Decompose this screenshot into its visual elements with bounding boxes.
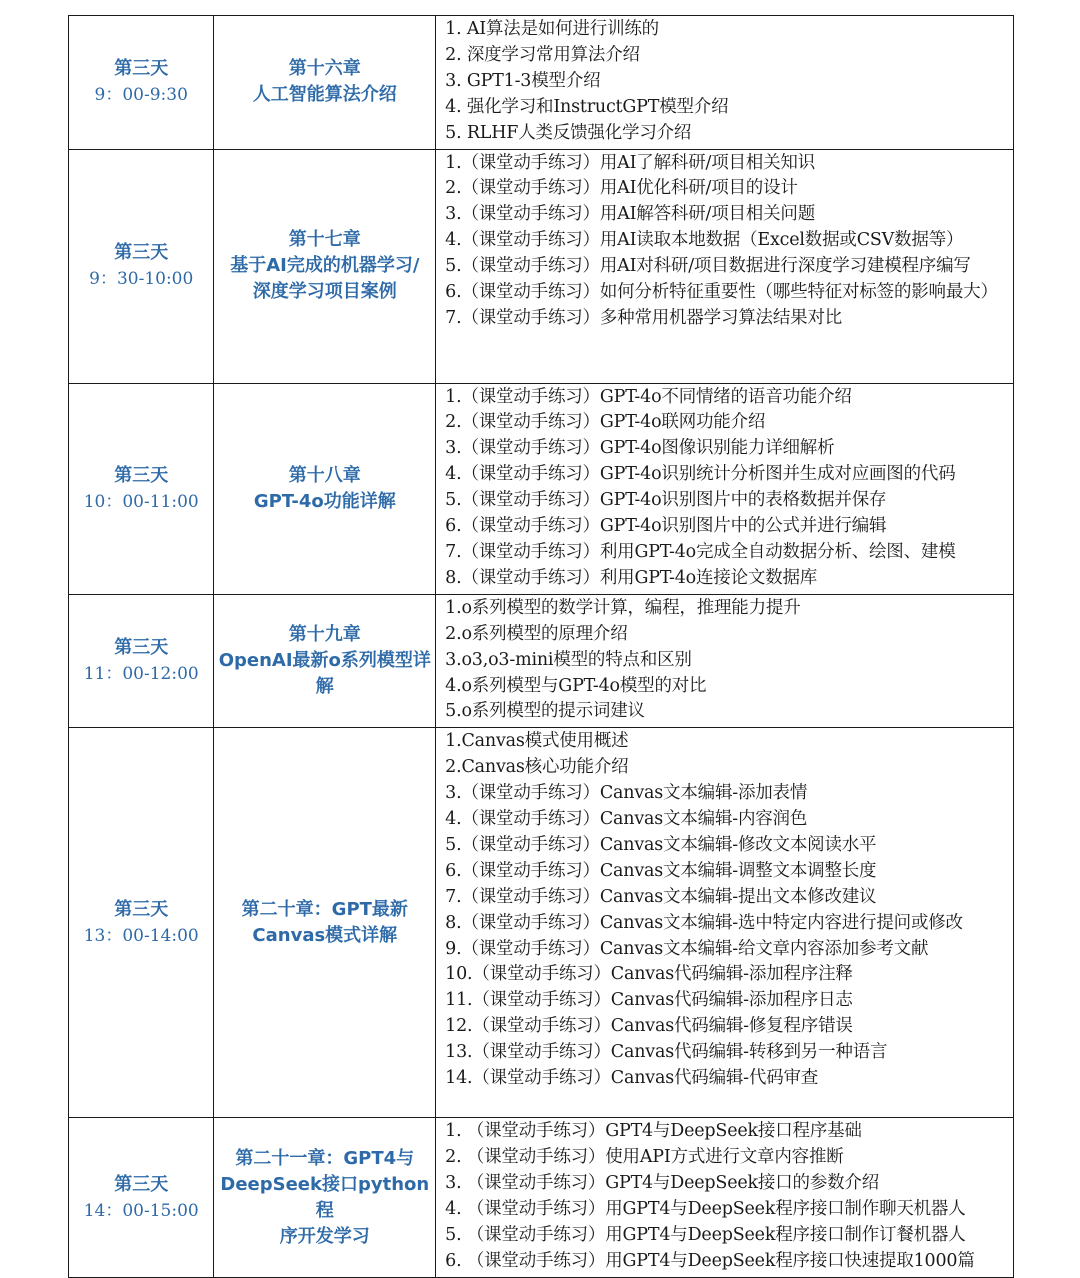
chapter-title-line: 第十七章 <box>288 229 361 251</box>
schedule-row <box>69 149 1014 383</box>
topic-item: 2. 深度学习常用算法介绍 <box>445 44 640 65</box>
topic-item: 6.（课堂动手练习）如何分析特征重要性（哪些特征对标签的影响最大） <box>445 282 998 303</box>
day-label: 第三天 <box>114 898 169 920</box>
schedule-body <box>69 16 1014 1278</box>
schedule-row <box>69 383 1014 594</box>
topic-item: 1.Canvas模式使用概述 <box>445 731 629 752</box>
topic-item: 5. RLHF人类反馈强化学习介绍 <box>445 122 692 143</box>
chapter-title-line: 基于AI完成的机器学习/ <box>230 255 420 277</box>
topics-cell <box>436 149 1014 383</box>
topic-item: 1. （课堂动手练习）GPT4与DeepSeek接口程序基础 <box>445 1121 862 1142</box>
day-label: 第三天 <box>114 637 169 659</box>
topic-item: 1.o系列模型的数学计算，编程，推理能力提升 <box>445 597 801 618</box>
schedule-row <box>69 1118 1014 1277</box>
topic-item: 5.（课堂动手练习）Canvas文本编辑-修改文本阅读水平 <box>445 834 877 855</box>
topic-item: 8.（课堂动手练习）利用GPT-4o连接论文数据库 <box>445 567 818 588</box>
topic-item: 10.（课堂动手练习）Canvas代码编辑-添加程序注释 <box>445 964 853 985</box>
topic-item: 4. （课堂动手练习）用GPT4与DeepSeek程序接口制作聊天机器人 <box>445 1199 966 1220</box>
topic-item: 7.（课堂动手练习）利用GPT-4o完成全自动数据分析、绘图、建模 <box>445 541 956 562</box>
topic-item: 4.（课堂动手练习）用AI读取本地数据（Excel数据或CSV数据等） <box>445 230 964 251</box>
topic-item: 3. GPT1-3模型介绍 <box>445 70 601 91</box>
time-range: 9：00-9:30 <box>94 85 188 106</box>
day-time-cell <box>69 149 214 383</box>
topic-item: 3. （课堂动手练习）GPT4与DeepSeek接口的参数介绍 <box>445 1173 880 1194</box>
topic-item: 4. 强化学习和InstructGPT模型介绍 <box>445 96 729 117</box>
chapter-title-line: OpenAI最新o系列模型详解 <box>218 650 431 698</box>
day-time-cell <box>69 383 214 594</box>
topic-item: 3.（课堂动手练习）Canvas文本编辑-添加表情 <box>445 783 808 804</box>
topic-item: 2.（课堂动手练习）用AI优化科研/项目的设计 <box>445 178 798 199</box>
time-range: 11：00-12:00 <box>83 664 199 685</box>
topics-cell <box>436 728 1014 1118</box>
topics-cell <box>436 383 1014 594</box>
topic-item: 2.（课堂动手练习）GPT-4o联网功能介绍 <box>445 412 766 433</box>
topic-item: 13.（课堂动手练习）Canvas代码编辑-转移到另一种语言 <box>445 1042 888 1063</box>
day-label: 第三天 <box>114 58 169 80</box>
topic-item: 7.（课堂动手练习）Canvas文本编辑-提出文本修改建议 <box>445 886 877 907</box>
schedule-row <box>69 594 1014 728</box>
topic-item: 4.（课堂动手练习）Canvas文本编辑-内容润色 <box>445 809 808 830</box>
topics-cell <box>436 16 1014 150</box>
topic-item: 5.（课堂动手练习）用AI对科研/项目数据进行深度学习建模程序编写 <box>445 256 971 277</box>
chapter-cell <box>214 16 436 150</box>
topic-item: 11.（课堂动手练习）Canvas代码编辑-添加程序日志 <box>445 990 853 1011</box>
topics-cell <box>436 594 1014 728</box>
chapter-title-line: Canvas模式详解 <box>252 924 398 946</box>
time-range: 9：30-10:00 <box>89 269 194 290</box>
topics-cell <box>436 1118 1014 1277</box>
chapter-cell <box>214 728 436 1118</box>
topic-item: 2.Canvas核心功能介绍 <box>445 757 629 778</box>
topic-item: 12.（课堂动手练习）Canvas代码编辑-修复程序错误 <box>445 1016 853 1037</box>
schedule-table <box>68 15 1014 1278</box>
chapter-cell <box>214 383 436 594</box>
topic-item: 4.（课堂动手练习）GPT-4o识别统计分析图并生成对应画图的代码 <box>445 464 956 485</box>
chapter-title-line: 人工智能算法介绍 <box>252 84 397 106</box>
topic-item: 3.（课堂动手练习）GPT-4o图像识别能力详细解析 <box>445 438 835 459</box>
chapter-title-line: 第二十一章：GPT4与 <box>235 1147 415 1169</box>
chapter-title-line: 序开发学习 <box>279 1225 370 1247</box>
time-range: 14：00-15:00 <box>83 1200 199 1221</box>
topic-item: 2.o系列模型的原理介绍 <box>445 623 628 644</box>
chapter-cell <box>214 594 436 728</box>
chapter-title-line: 第二十章：GPT最新 <box>241 898 408 920</box>
topic-item: 5.（课堂动手练习）GPT-4o识别图片中的表格数据并保存 <box>445 490 887 511</box>
topic-item: 1. AI算法是如何进行训练的 <box>445 19 659 39</box>
schedule-row <box>69 16 1014 150</box>
chapter-cell <box>214 1118 436 1277</box>
chapter-title-line: 第十六章 <box>288 58 361 80</box>
day-time-cell <box>69 728 214 1118</box>
topic-item: 2. （课堂动手练习）使用API方式进行文章内容推断 <box>445 1147 844 1168</box>
topic-item: 6.（课堂动手练习）GPT-4o识别图片中的公式并进行编辑 <box>445 516 887 537</box>
topic-item: 8.（课堂动手练习）Canvas文本编辑-选中特定内容进行提问或修改 <box>445 912 963 933</box>
topic-item: 3.o3,o3-mini模型的特点和区别 <box>445 649 692 670</box>
day-label: 第三天 <box>114 464 169 486</box>
time-range: 10：00-11:00 <box>83 491 199 512</box>
day-label: 第三天 <box>114 1173 169 1195</box>
topic-item: 6.（课堂动手练习）Canvas文本编辑-调整文本调整长度 <box>445 860 877 881</box>
topic-item: 6. （课堂动手练习）用GPT4与DeepSeek程序接口快速提取1000篇 <box>445 1250 975 1271</box>
chapter-title-line: GPT-4o功能详解 <box>253 490 396 512</box>
topic-item: 7.（课堂动手练习）多种常用机器学习算法结果对比 <box>445 307 843 328</box>
topic-item: 14.（课堂动手练习）Canvas代码编辑-代码审查 <box>445 1068 819 1089</box>
day-label: 第三天 <box>114 242 169 264</box>
topic-item: 5. （课堂动手练习）用GPT4与DeepSeek程序接口制作订餐机器人 <box>445 1224 966 1245</box>
chapter-title-line: 第十九章 <box>288 624 361 646</box>
topic-item: 1.（课堂动手练习）用AI了解科研/项目相关知识 <box>445 152 815 173</box>
day-time-cell <box>69 1118 214 1277</box>
day-time-cell <box>69 594 214 728</box>
topic-item: 4.o系列模型与GPT-4o模型的对比 <box>445 675 707 696</box>
chapter-title-line: 深度学习项目案例 <box>252 281 397 303</box>
topic-item: 3.（课堂动手练习）用AI解答科研/项目相关问题 <box>445 204 815 225</box>
topic-item: 9.（课堂动手练习）Canvas文本编辑-给文章内容添加参考文献 <box>445 938 929 959</box>
chapter-cell <box>214 149 436 383</box>
chapter-title-line: DeepSeek接口python程 <box>220 1173 430 1221</box>
schedule-row <box>69 728 1014 1118</box>
topic-item: 5.o系列模型的提示词建议 <box>445 701 645 722</box>
topic-item: 1.（课堂动手练习）GPT-4o不同情绪的语音功能介绍 <box>445 386 852 407</box>
chapter-title-line: 第十八章 <box>288 464 361 486</box>
day-time-cell <box>69 16 214 150</box>
time-range: 13：00-14:00 <box>83 925 199 946</box>
